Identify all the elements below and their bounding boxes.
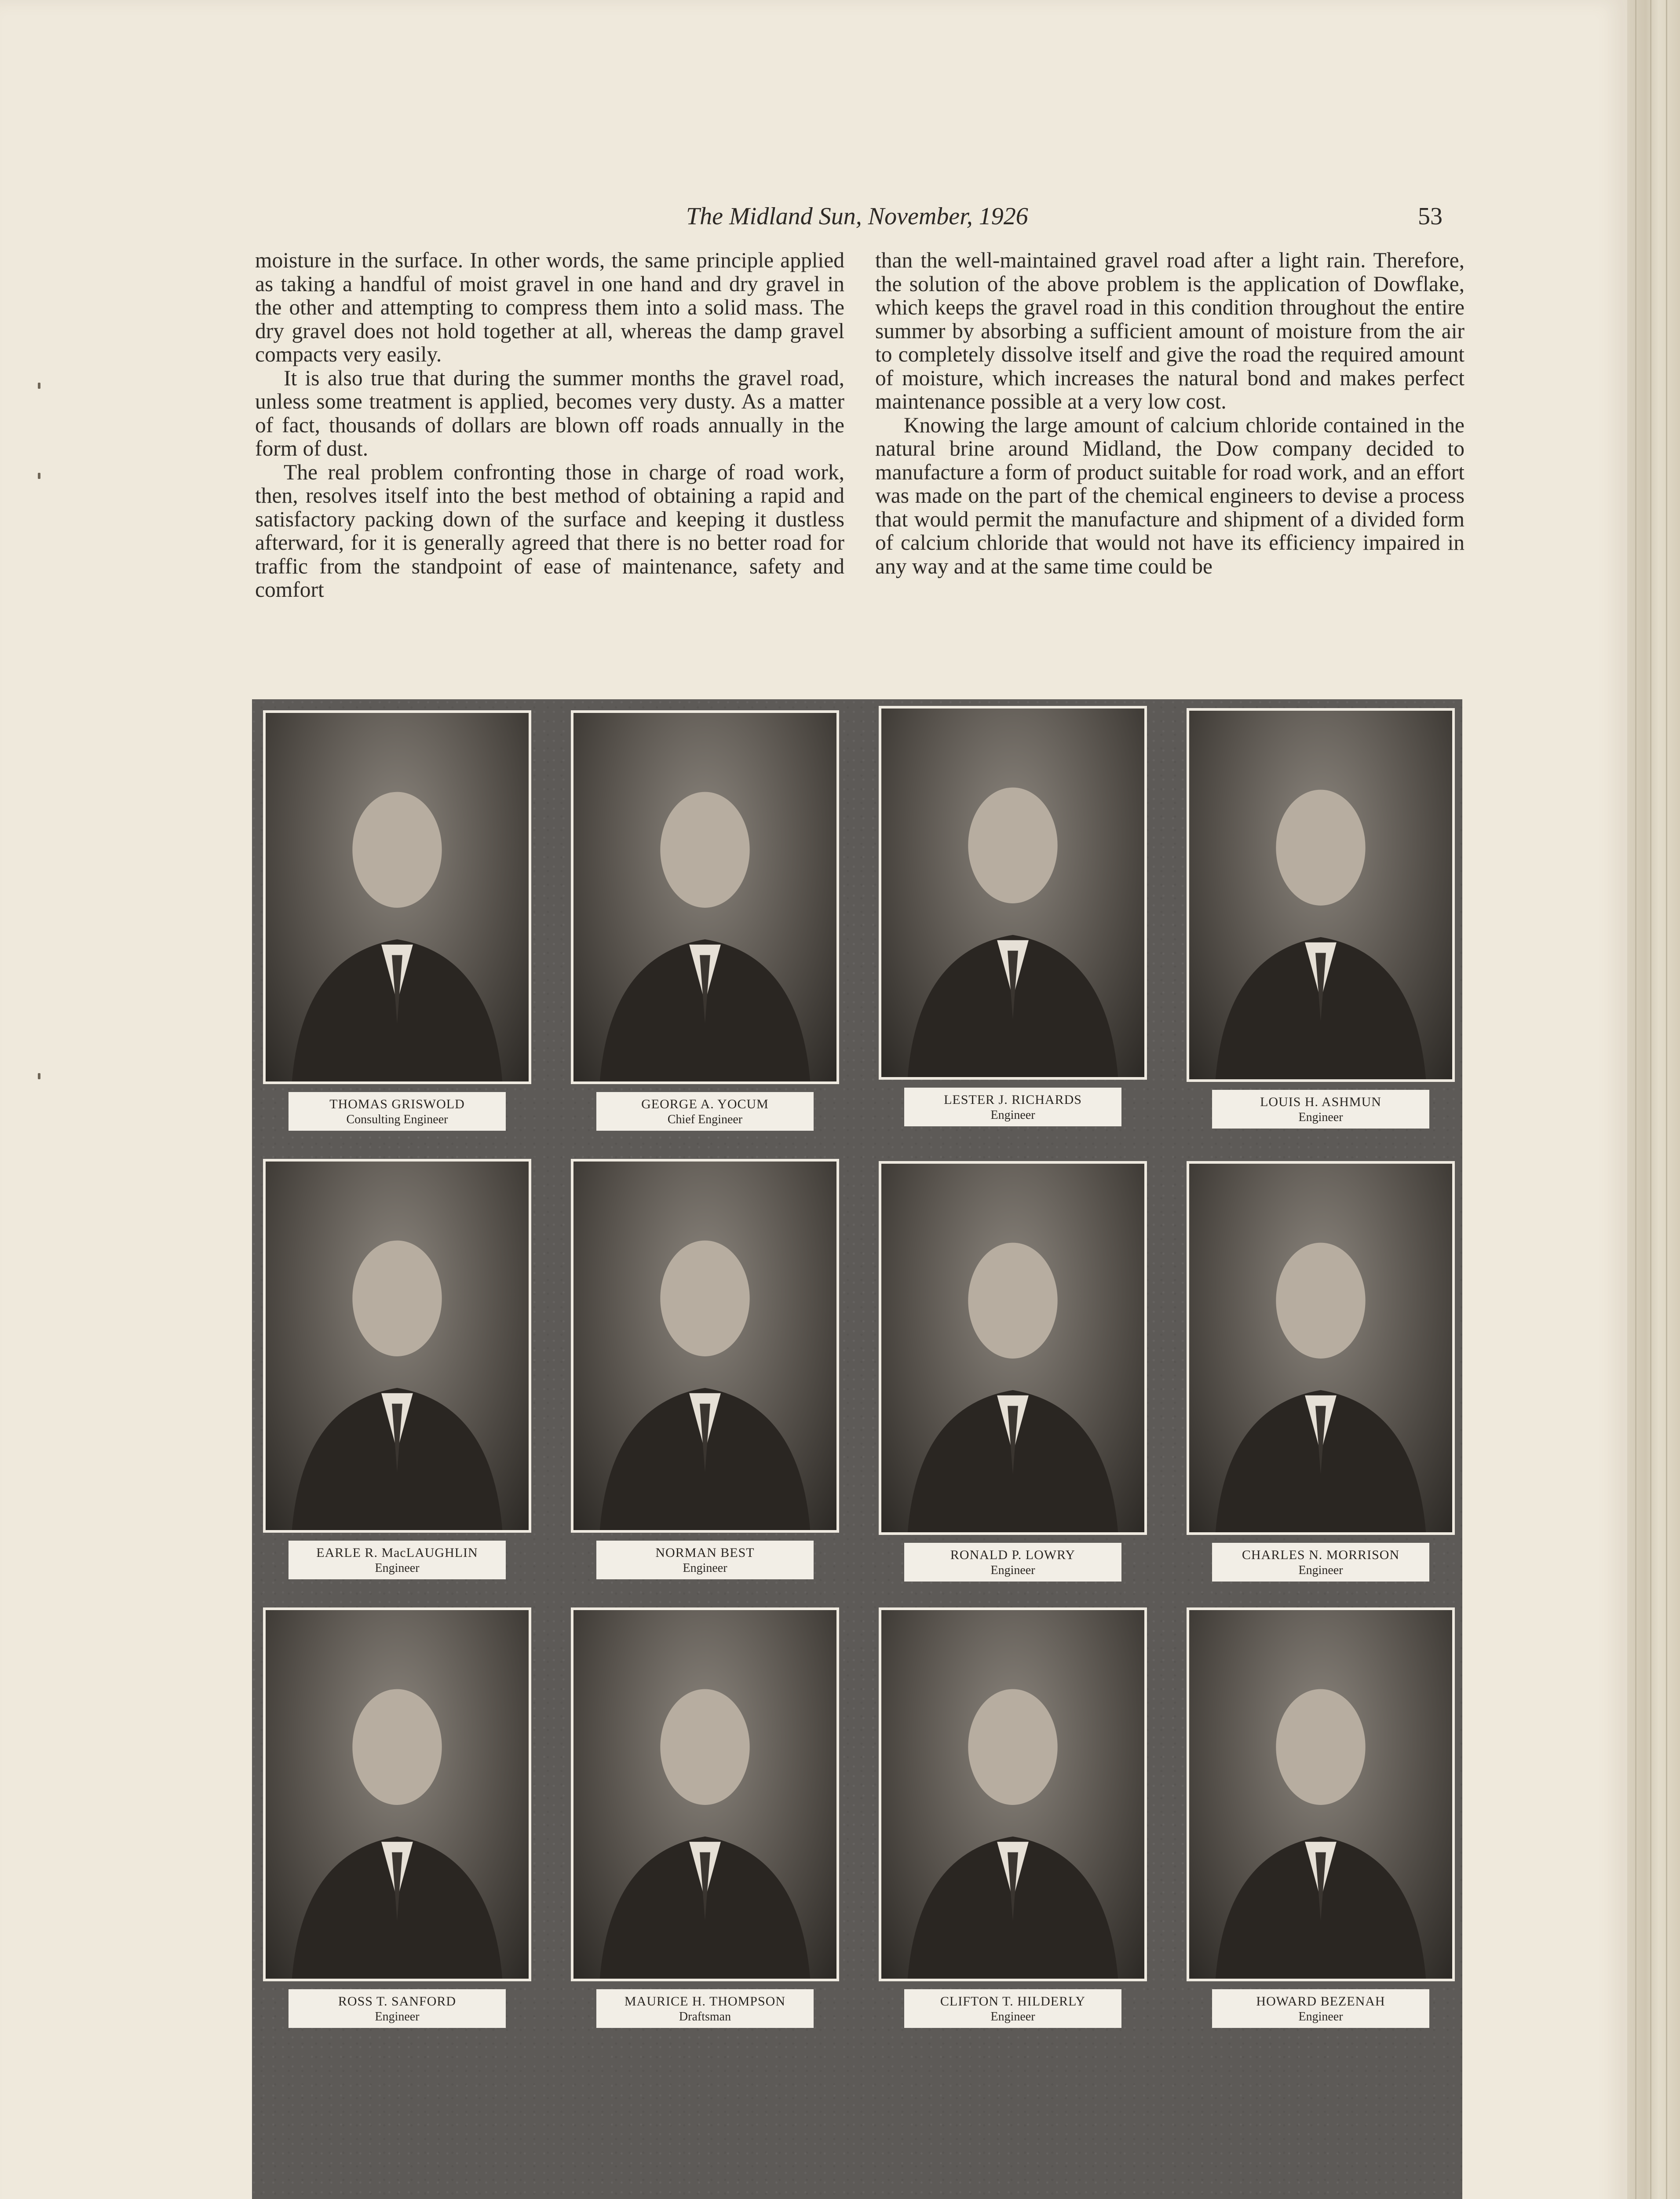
- portrait-caption: [1212, 1543, 1429, 1582]
- portrait-photo: [263, 1607, 531, 1981]
- paragraph: than the well-maintained gravel road after a light rain. Therefore, the solution of the above problem is the application of Dowflake, which keeps the gravel road in this condition throughout the entire summer by absorbing a sufficient amount of moisture from the air to completely dissolve itself and give the road the required amount of moisture, which increases the natural bond and makes perfect maintenance possible at a very low cost.: [875, 248, 1465, 413]
- binding-mark: [38, 473, 40, 479]
- person-name: CHARLES N. MORRISON: [1242, 1548, 1400, 1562]
- portrait-photo: [879, 1161, 1147, 1535]
- person-name: LOUIS H. ASHMUN: [1260, 1095, 1381, 1109]
- person-title: Engineer: [990, 1563, 1035, 1577]
- portrait-photo: [1187, 708, 1455, 1082]
- person-name: MAURICE H. THOMPSON: [625, 1994, 785, 2009]
- page-header: [255, 202, 1443, 237]
- person-title: Engineer: [1298, 1110, 1343, 1124]
- person-title: Consulting Engineer: [346, 1113, 448, 1126]
- article-column-left: [255, 248, 844, 602]
- portrait-caption: [289, 1092, 506, 1131]
- person-title: Engineer: [375, 1561, 420, 1575]
- portrait-caption: [1212, 1090, 1429, 1129]
- portrait-photo: [571, 710, 839, 1084]
- portrait-caption: [596, 1092, 814, 1131]
- person-title: Engineer: [683, 1561, 727, 1575]
- person-title: Engineer: [990, 2010, 1035, 2024]
- person-title: Chief Engineer: [667, 1113, 743, 1126]
- paragraph: It is also true that during the summer months the gravel road, unless some treatment is applied, becomes very dusty. As a matter of fact, thousands of dollars are blown off roads annually in the form of dust.: [255, 365, 844, 460]
- portrait-photo: [1187, 1161, 1455, 1535]
- person-name: ROSS T. SANFORD: [338, 1994, 457, 2009]
- page-edge: [1627, 0, 1680, 2199]
- running-head: The Midland Sun, November, 1926: [686, 203, 1028, 230]
- person-name: LESTER J. RICHARDS: [944, 1092, 1082, 1107]
- person-title: Engineer: [990, 1108, 1035, 1122]
- portrait-caption: [904, 1989, 1121, 2028]
- portrait-grid: [252, 699, 1462, 2199]
- portrait-photo: [263, 710, 531, 1084]
- person-name: HOWARD BEZENAH: [1256, 1994, 1385, 2009]
- portrait-caption: [904, 1543, 1121, 1582]
- portrait-caption: [1212, 1989, 1429, 2028]
- person-name: CLIFTON T. HILDERLY: [940, 1994, 1086, 2009]
- portrait-photo: [1187, 1607, 1455, 1981]
- person-name: EARLE R. MacLAUGHLIN: [316, 1545, 478, 1560]
- portrait-caption: [904, 1088, 1121, 1126]
- portrait-caption: [596, 1989, 814, 2028]
- portrait-photo: [571, 1159, 839, 1533]
- portrait-caption: [289, 1541, 506, 1579]
- page-number: 53: [1418, 203, 1443, 230]
- paragraph: moisture in the surface. In other words, the same principle applied as taking a handful of moist gravel in one hand and dry gravel in the other and attempting to compress them into a solid mass. The dry gravel does not hold together at all, whereas the damp gravel compacts very easily.: [255, 248, 844, 366]
- person-title: Engineer: [1298, 2010, 1343, 2024]
- paragraph: Knowing the large amount of calcium chloride contained in the natural brine around Midland, the Dow company decided to manufacture a form of product suitable for road work, and an effort was made on the part of the chemical engineers to devise a process that would permit the manufacture and shipment of a divided form of calcium chloride that would not have its efficiency impaired in any way and at the same time could be: [875, 413, 1465, 578]
- portrait-caption: [596, 1541, 814, 1579]
- person-name: NORMAN BEST: [655, 1545, 755, 1560]
- person-name: THOMAS GRISWOLD: [329, 1097, 465, 1111]
- person-title: Engineer: [1298, 1563, 1343, 1577]
- portrait-photo: [571, 1607, 839, 1981]
- person-name: RONALD P. LOWRY: [950, 1548, 1076, 1562]
- person-title: Engineer: [375, 2010, 420, 2024]
- article-column-right: [875, 248, 1465, 578]
- paragraph: The real problem confronting those in charge of road work, then, resolves itself into the best method of obtaining a rapid and satisfactory packing down of the surface and keeping it dustless afterward, for it is generally agreed that there is no better road for traffic from the standpoint of ease of maintenance, safety and comfort: [255, 460, 844, 602]
- binding-mark: [38, 383, 40, 389]
- portrait-photo: [879, 1607, 1147, 1981]
- portrait-photo: [879, 706, 1147, 1080]
- person-title: Draftsman: [679, 2010, 731, 2024]
- binding-mark: [38, 1073, 40, 1079]
- portrait-photo: [263, 1159, 531, 1533]
- portrait-caption: [289, 1989, 506, 2028]
- person-name: GEORGE A. YOCUM: [641, 1097, 769, 1111]
